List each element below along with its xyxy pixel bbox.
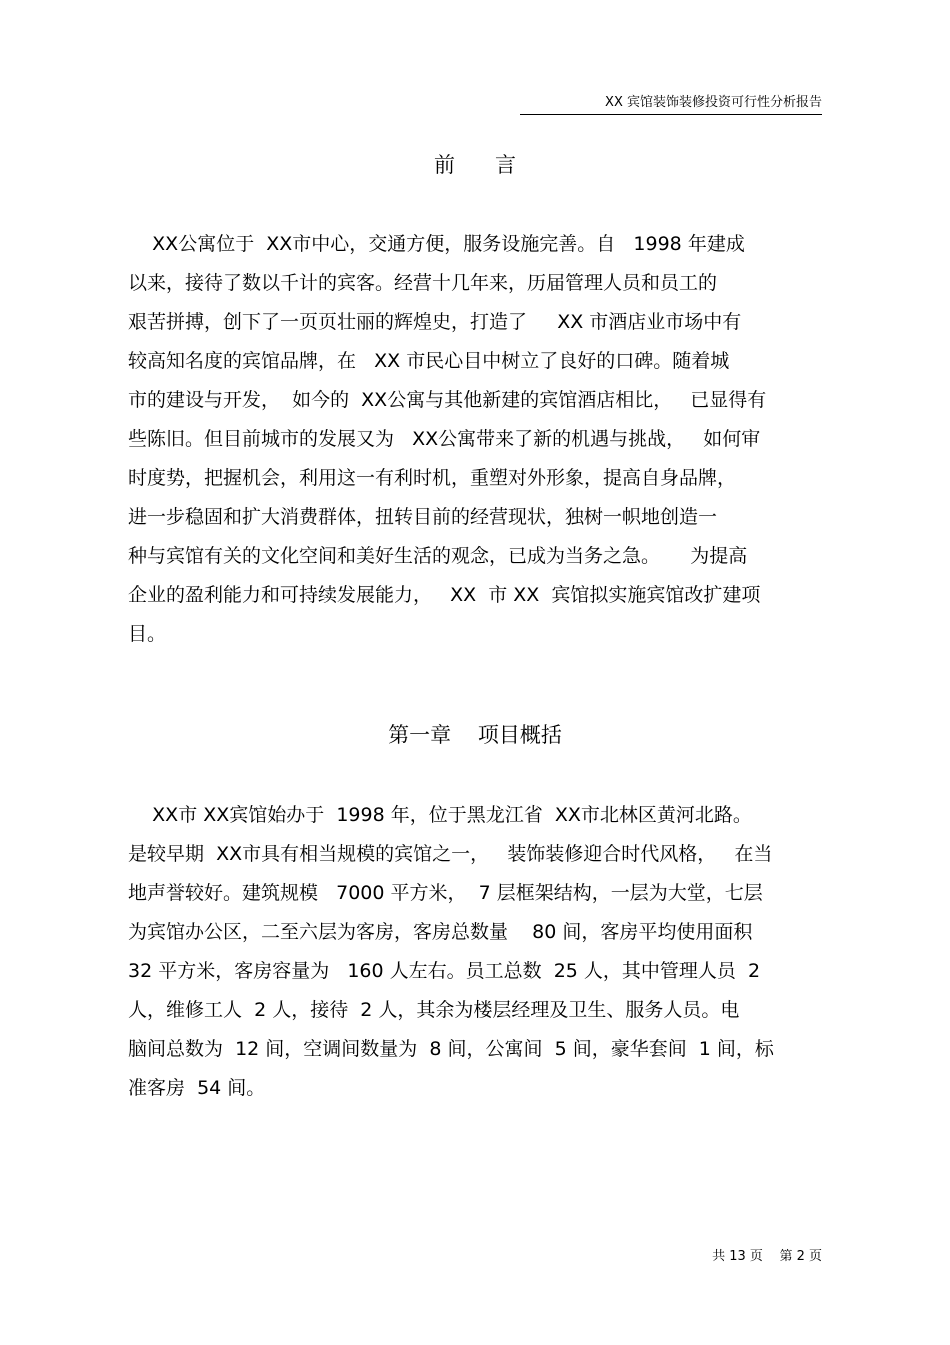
chapter-title: 第一章 项目概括: [388, 723, 562, 747]
paragraph-line: 以来，接待了数以千计的宾客。经营十几年来，历届管理人员和员工的: [128, 272, 718, 294]
running-header: XX 宾馆装饰装修投资可行性分析报告: [520, 94, 822, 115]
paragraph-line: 艰苦拼搏，创下了一页页壮丽的辉煌史，打造了 XX 市酒店业市场中有: [128, 311, 742, 333]
paragraph-line: 是较早期 XX市具有相当规模的宾馆之一， 装饰装修迎合时代风格， 在当: [128, 843, 773, 865]
chapter-paragraph: [128, 796, 822, 1108]
paragraph-line: 种与宾馆有关的文化空间和美好生活的观念，已成为当务之急。 为提高: [128, 545, 748, 567]
paragraph-line: 32 平方米，客房容量为 160 人左右。员工总数 25 人，其中管理人员 2: [128, 960, 761, 982]
paragraph-line: 人，维修工人 2 人，接待 2 人，其余为楼层经理及卫生、服务人员。电: [128, 999, 740, 1021]
paragraph-line: 目。: [128, 623, 167, 645]
paragraph-line: XX公寓位于 XX市中心，交通方便，服务设施完善。自 1998 年建成: [128, 233, 745, 255]
paragraph-line: 较高知名度的宾馆品牌，在 XX 市民心目中树立了良好的口碑。随着城: [128, 350, 730, 372]
paragraph-line: 地声誉较好。建筑规模 7000 平方米， 7 层框架结构，一层为大堂，七层: [128, 882, 763, 904]
paragraph-line: 时度势，把握机会，利用这一有利时机，重塑对外形象，提高自身品牌，: [128, 467, 737, 489]
preface-paragraph: [128, 225, 822, 654]
paragraph-line: 准客房 54 间。: [128, 1077, 266, 1099]
page-number: 共 13 页 第 2 页: [712, 1249, 822, 1264]
paragraph-line: 脑间总数为 12 间，空调间数量为 8 间，公寓间 5 间，豪华套间 1 间，标: [128, 1038, 774, 1060]
paragraph-line: 企业的盈利能力和可持续发展能力， XX 市 XX 宾馆拟实施宾馆改扩建项: [128, 584, 761, 606]
paragraph-line: 进一步稳固和扩大消费群体，扭转目前的经营现状，独树一帜地创造一: [128, 506, 718, 528]
preface-title: 前 言: [433, 153, 517, 177]
paragraph-line: XX市 XX宾馆始办于 1998 年，位于黑龙江省 XX市北林区黄河北路。: [128, 804, 752, 826]
paragraph-line: 为宾馆办公区，二至六层为客房，客房总数量 80 间，客房平均使用面积: [128, 921, 753, 943]
paragraph-line: 市的建设与开发， 如今的 XX公寓与其他新建的宾馆酒店相比， 已显得有: [128, 389, 767, 411]
paragraph-line: 些陈旧。但目前城市的发展又为 XX公寓带来了新的机遇与挑战， 如何审: [128, 428, 761, 450]
